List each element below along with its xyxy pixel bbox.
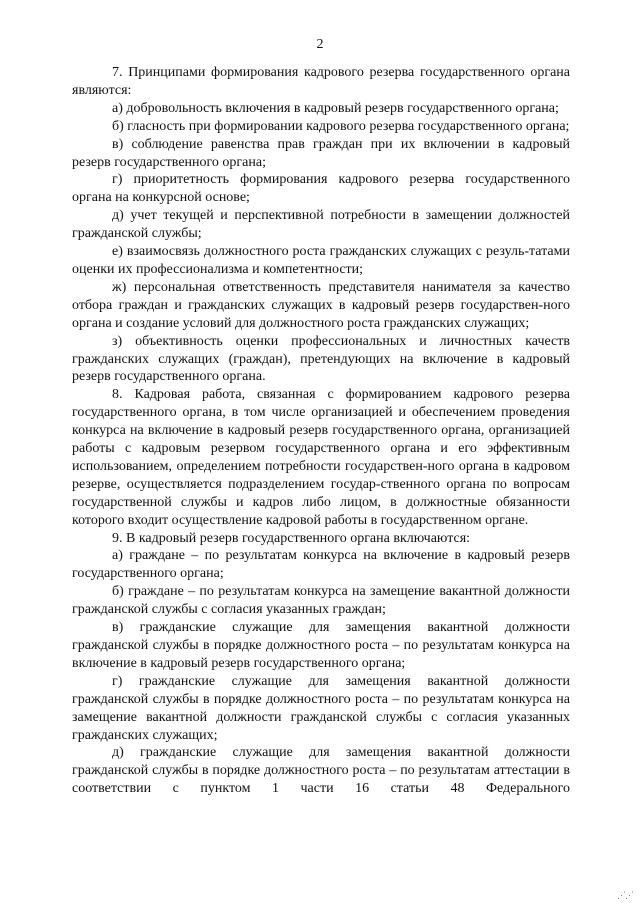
paragraph-8: 8. Кадровая работа, связанная с формированием кадрового резерва государственного органа, в том числе организацией и обеспечением проведения конкурса на включение в кадровый резерв государственного органа, организацией работы с кадровым резервом государственного органа и его эффективным использованием, определением потребности государствен-ного органа в кадровом резерве, осуществляется подразделением государ-ственного органа по вопросам государственной службы и кадров либо лицом, в должностные обязанности которого входит осуществление кадровой работы в государственном органе. xyxy=(72,387,570,528)
document-body xyxy=(72,64,570,798)
paragraph-9d: д) гражданские служащие для замещения вакантной должности гражданской службы в порядке должностного роста – по результатам аттестации в соответствии с пунктом 1 части 16 статьи 48 Федерального xyxy=(72,745,570,797)
paragraph-7b: б) гласность при формировании кадрового резерва государственного органа; xyxy=(112,118,570,134)
paragraph-9v: в) гражданские служащие для замещения вакантной должности гражданской службы в порядке должностного роста – по результатам конкурса на включение в кадровый резерв государственного органа; xyxy=(72,620,570,671)
paragraph-9-intro: 9. В кадровый резерв государственного органа включаются: xyxy=(112,530,471,546)
paragraph-9a: а) граждане – по результатам конкурса на включение в кадровый резерв государственного органа; xyxy=(72,548,570,582)
scan-corner-mark: ⋰⋰ xyxy=(617,890,633,900)
paragraph-7z: з) объективность оценки профессиональных и личностных качеств гражданских служащих (граждан), претендующих на включение в кадровый резерв государственного органа. xyxy=(72,333,570,385)
paragraph-7a: а) добровольность включения в кадровый резерв государственного органа; xyxy=(112,100,559,116)
paragraph-9b: б) граждане – по результатам конкурса на замещение вакантной должности гражданской службы с согласия указанных граждан; xyxy=(72,584,570,618)
paragraph-7g: г) приоритетность формирования кадрового резерва государственного органа на конкурсной основе; xyxy=(72,172,570,206)
paragraph-7zh: ж) персональная ответственность представителя нанимателя за качество отбора граждан и гражданских служащих в кадровый резерв государствен-ного органа и создание условий для должностного роста гражданских служащих; xyxy=(72,279,570,331)
page-number: 2 xyxy=(316,37,324,52)
paragraph-7d: д) учет текущей и перспективной потребности в замещении должностей гражданской службы; xyxy=(72,208,570,242)
paragraph-7-intro: 7. Принципами формирования кадрового резерва государственного органа являются: xyxy=(72,65,570,98)
paragraph-7v: в) соблюдение равенства прав граждан при их включении в кадровый резерв государственного органа; xyxy=(72,136,570,170)
paragraph-9g: г) гражданские служащие для замещения вакантной должности гражданской службы в порядке должностного роста – по результатам конкурса на замещение вакантной должности гражданской службы с согласия указанных гражданских служащих; xyxy=(72,673,570,743)
paragraph-7e: е) взаимосвязь должностного роста гражданских служащих с резуль-татами оценки их профессионализма и компетентности; xyxy=(72,244,570,277)
